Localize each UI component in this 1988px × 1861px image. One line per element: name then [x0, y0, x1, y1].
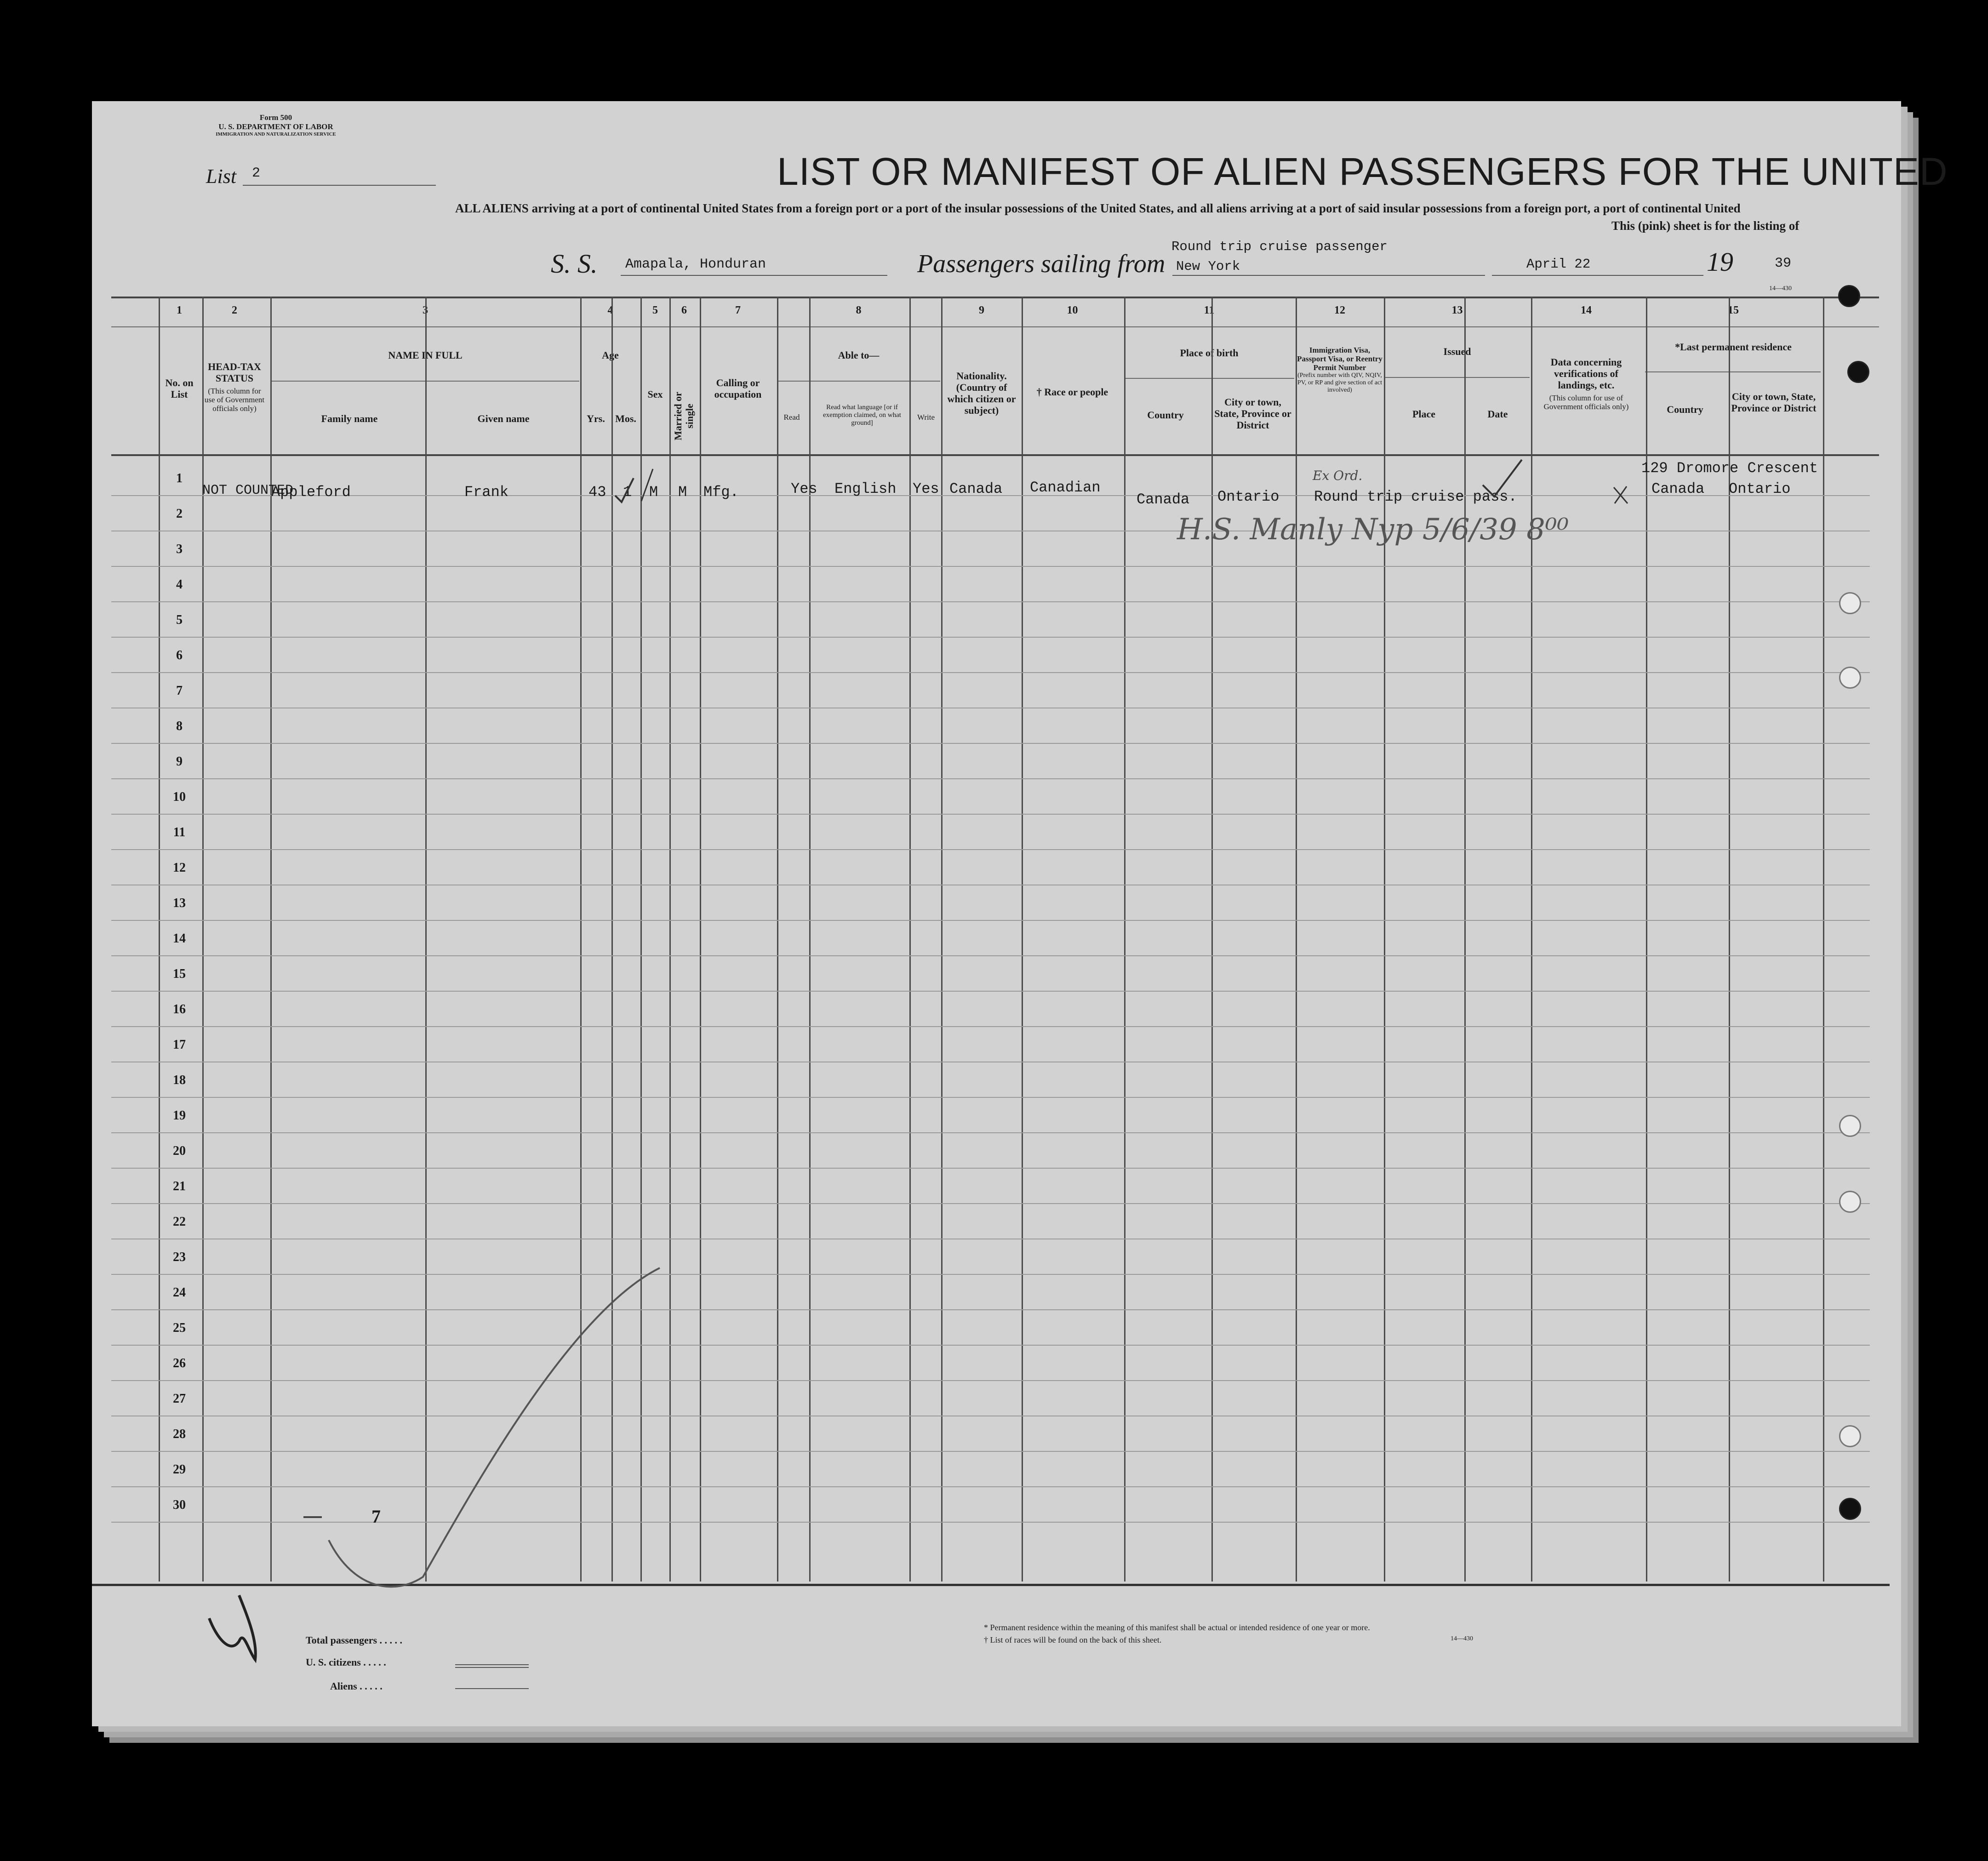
column-number: 9 — [979, 304, 984, 316]
header-calling: Calling or occupation — [714, 377, 762, 400]
row-number: 20 — [173, 1144, 186, 1158]
header-given-name: Given name — [477, 413, 530, 424]
row-number: 1 — [176, 471, 183, 485]
ss-label: S. S. — [551, 249, 598, 279]
punch-hole — [1839, 1115, 1861, 1137]
row-number: 4 — [176, 577, 183, 592]
row-number: 12 — [173, 861, 186, 875]
header-yrs: Yrs. — [587, 413, 605, 424]
column-number: 5 — [652, 304, 658, 316]
header-name-in-full: NAME IN FULL — [388, 349, 463, 361]
year-prefix: 19 — [1707, 247, 1733, 277]
cell-visa: Round trip cruise pass. — [1314, 488, 1517, 505]
header-sex: Sex — [647, 388, 663, 400]
column-number: 2 — [232, 304, 237, 316]
cell-sex: M — [649, 484, 658, 501]
row-number: 2 — [176, 507, 183, 521]
header-write: Write — [917, 413, 935, 422]
w-mark — [209, 1595, 256, 1660]
header-nationality: Nationality. (Country of which citizen or subject) — [947, 370, 1016, 416]
row-number: 19 — [173, 1108, 186, 1123]
column-number: 13 — [1451, 304, 1463, 316]
row-number: 17 — [173, 1038, 186, 1052]
departure-port: New York — [1176, 259, 1240, 274]
header-residence: *Last permanent residence — [1675, 341, 1792, 353]
form-number: Form 500 — [259, 113, 292, 122]
punch-hole — [1847, 361, 1869, 383]
column-number: 10 — [1067, 304, 1078, 316]
x-mark-verification — [1614, 486, 1628, 503]
row-number: 18 — [173, 1073, 186, 1087]
footer-note-residence: * Permanent residence within the meaning of this manifest shall be actual or intended residence of one year or more. — [984, 1623, 1370, 1632]
row-number: 25 — [173, 1321, 186, 1335]
page-title: LIST OR MANIFEST OF ALIEN PASSENGERS FOR THE UNITED — [777, 150, 1948, 193]
cell-given-name: Frank — [464, 484, 509, 501]
row-number: 5 — [176, 613, 183, 627]
column-number: 8 — [856, 304, 862, 316]
row-number: 29 — [173, 1462, 186, 1477]
header-issued-date: Date — [1487, 408, 1508, 420]
column-number: 6 — [681, 304, 687, 316]
checkmark-age — [615, 478, 634, 502]
header-verification: Data concerning verifications of landings, etc. (This column for use of Government officials only) — [1543, 356, 1629, 411]
header-able-to: Able to— — [838, 349, 880, 361]
footer-code: 14—430 — [1451, 1635, 1473, 1642]
cell-occupation: Mfg. — [703, 484, 739, 501]
department-name: U. S. DEPARTMENT OF LABOR — [218, 122, 333, 131]
checkmark-sex — [641, 469, 653, 501]
header-res-country: Country — [1667, 404, 1703, 415]
punch-hole — [1839, 667, 1861, 689]
ship-name: Amapala, Honduran — [625, 257, 766, 272]
punch-hole — [1839, 592, 1861, 614]
cell-head-tax: NOT COUNTED — [202, 483, 294, 498]
signature-annotation: H.S. Manly Nyp 5/6/39 8⁰⁰ — [1177, 513, 1569, 547]
footer-aliens: Aliens . . . . . — [330, 1680, 383, 1692]
header-read: Read — [783, 413, 800, 422]
punch-hole — [1839, 1498, 1861, 1520]
footer-us-citizens: U. S. citizens . . . . . — [306, 1656, 386, 1668]
header-no-on-list: No. on List — [165, 377, 194, 400]
cell-nationality: Canada — [949, 480, 1003, 497]
header-issued-place: Place — [1412, 408, 1436, 420]
row-number: 11 — [173, 825, 186, 839]
row-number: 16 — [173, 1002, 186, 1016]
instructions-line-1: ALL ALIENS arriving at a port of continental United States from a foreign port or a port of the insular possessions of the United States, and all aliens arriving at a port of said insular possessions from a foreign port, a port of continental United — [455, 201, 1741, 215]
row-number: 10 — [173, 790, 186, 804]
row-number: 15 — [173, 967, 186, 981]
header-birth-city: City or town, State, Province or District — [1214, 396, 1291, 431]
punch-hole — [1839, 1191, 1861, 1213]
citizens-rule-2 — [455, 1667, 529, 1668]
cell-birth-city: Ontario — [1217, 488, 1280, 505]
cell-residence-city: Ontario — [1729, 480, 1791, 497]
sailing-label: Passengers sailing from — [917, 250, 1165, 278]
row-number: 21 — [173, 1179, 186, 1193]
cell-residence-street: 129 Dromore Crescent — [1641, 460, 1818, 477]
row-number: 23 — [173, 1250, 186, 1264]
header-race: † Race or people — [1036, 386, 1108, 398]
column-number: 14 — [1581, 304, 1592, 316]
row-number: 8 — [176, 719, 183, 733]
citizens-rule — [455, 1664, 529, 1665]
cell-read: Yes — [791, 480, 817, 497]
diagonal-strike-line — [329, 1268, 660, 1587]
year-suffix: 39 — [1775, 256, 1792, 271]
cell-visa-handwritten: Ex Ord. — [1313, 468, 1363, 483]
column-number: 11 — [1204, 304, 1215, 316]
cell-residence-country: Canada — [1651, 480, 1705, 497]
column-number: 3 — [423, 304, 428, 316]
footer-total-passengers: Total passengers . . . . . — [306, 1634, 403, 1646]
list-number: 2 — [252, 166, 261, 181]
row-number: 3 — [176, 542, 183, 556]
row-number: 14 — [173, 931, 186, 946]
header-issued: Issued — [1443, 346, 1471, 357]
print-code: 14—430 — [1769, 285, 1792, 292]
row-number: 24 — [173, 1285, 186, 1300]
aliens-rule — [455, 1688, 529, 1689]
header-head-tax: HEAD-TAX STATUS (This column for use of Government officials only) — [204, 361, 265, 413]
service-name: IMMIGRATION AND NATURALIZATION SERVICE — [216, 131, 336, 137]
cell-birth-country: Canada — [1137, 491, 1190, 508]
header-married: Married or single — [672, 392, 695, 440]
row-number: 6 — [176, 648, 183, 662]
row-number: 30 — [173, 1498, 186, 1512]
cell-age-yrs: 43 — [588, 484, 606, 501]
row-number: 27 — [173, 1392, 186, 1406]
column-number: 15 — [1728, 304, 1739, 316]
header-family-name: Family name — [321, 413, 378, 424]
column-number: 1 — [177, 304, 182, 316]
cell-age-mos: 1 — [623, 484, 632, 501]
row-number: 22 — [173, 1215, 186, 1229]
header-birth-country: Country — [1147, 409, 1184, 421]
header-mos: Mos. — [615, 413, 636, 424]
header-res-city: City or town, State, Province or District — [1731, 391, 1817, 414]
row-number: 9 — [176, 754, 183, 769]
row-number: 28 — [173, 1427, 186, 1441]
footer-note-races: † List of races will be found on the back of this sheet. — [984, 1635, 1162, 1644]
cell-write: Yes — [913, 480, 939, 497]
header-read-language: Read what language [or if exemption claimed, on what ground] — [823, 404, 901, 427]
row-number: 7 — [176, 684, 183, 698]
header-age: Age — [602, 349, 619, 361]
instructions-line-2: This (pink) sheet is for the listing of — [1611, 219, 1799, 233]
list-label: List — [206, 165, 237, 188]
row-number: 13 — [173, 896, 186, 910]
handwritten-seven: 7 — [371, 1506, 381, 1527]
cell-race: Canadian — [1030, 479, 1101, 496]
column-number: 4 — [607, 304, 613, 316]
cell-family-name: Appleford — [271, 484, 351, 501]
punch-hole — [1838, 285, 1860, 307]
sailing-date: April 22 — [1526, 257, 1591, 272]
cell-language: English — [834, 480, 897, 497]
column-number: 12 — [1334, 304, 1345, 316]
header-place-of-birth: Place of birth — [1180, 347, 1239, 359]
passenger-note: Round trip cruise passenger — [1171, 239, 1388, 254]
column-number: 7 — [735, 304, 741, 316]
cell-marital: M — [678, 484, 687, 501]
row-number: 26 — [173, 1356, 186, 1370]
checkmark-visa — [1483, 460, 1522, 497]
punch-hole — [1839, 1425, 1861, 1447]
header-visa: Immigration Visa, Passport Visa, or Reentry Permit Number (Prefix number with QIV, NQIV, PV, or RP and give section of act involved) — [1297, 346, 1382, 394]
